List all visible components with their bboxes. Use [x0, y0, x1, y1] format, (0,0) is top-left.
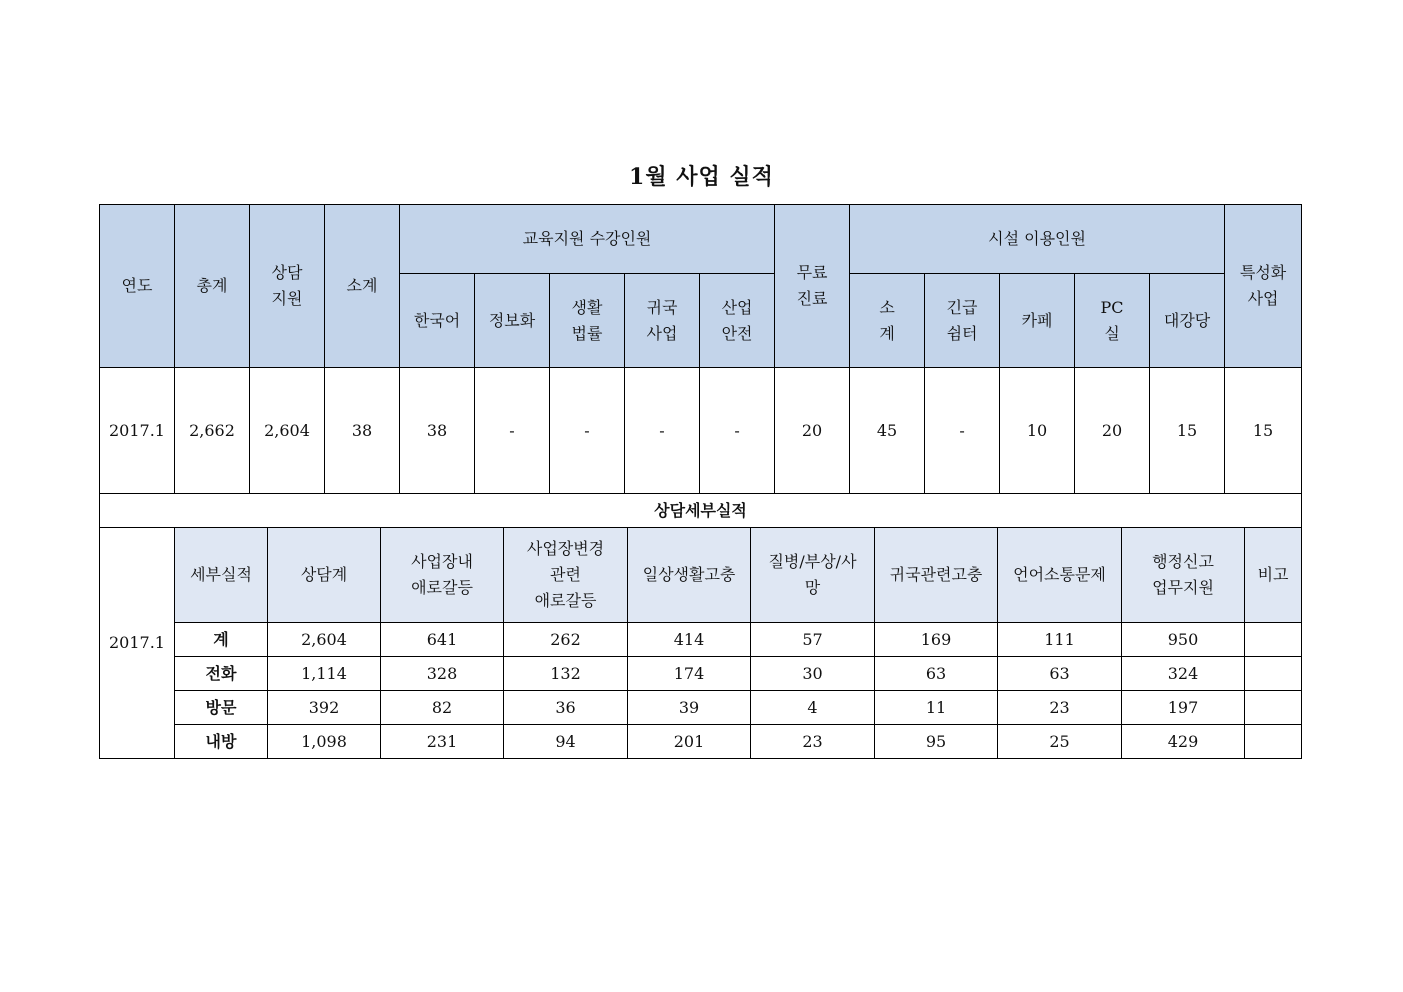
detail-header-daily: 일상생활고충: [628, 528, 751, 623]
cell: 429: [1122, 725, 1245, 759]
cell: 2017.1: [100, 368, 175, 494]
cell: 15: [1150, 368, 1225, 494]
detail-header-change: 사업장변경 관련 애로갈등: [504, 528, 628, 623]
detail-section-title: 상담세부실적: [100, 494, 1302, 528]
cell: 39: [628, 691, 751, 725]
cell: [1245, 657, 1302, 691]
cell: 174: [628, 657, 751, 691]
cell: 38: [325, 368, 400, 494]
row-label: 내방: [175, 725, 268, 759]
cell: 63: [998, 657, 1122, 691]
cell: 169: [875, 623, 998, 657]
detail-header-return: 귀국관련고충: [875, 528, 998, 623]
header-edu-info: 정보화: [475, 274, 550, 368]
cell: 2,662: [175, 368, 250, 494]
cell: 1,098: [268, 725, 381, 759]
row-label: 전화: [175, 657, 268, 691]
cell: 25: [998, 725, 1122, 759]
header-counsel: 상담 지원: [250, 205, 325, 368]
cell: 1,114: [268, 657, 381, 691]
cell: 10: [1000, 368, 1075, 494]
cell: [1245, 691, 1302, 725]
cell: 23: [998, 691, 1122, 725]
header-edu-safety: 산업 안전: [700, 274, 775, 368]
cell: 15: [1225, 368, 1302, 494]
cell: 38: [400, 368, 475, 494]
header-special: 특성화 사업: [1225, 205, 1302, 368]
detail-header-language: 언어소통문제: [998, 528, 1122, 623]
detail-header-note: 비고: [1245, 528, 1302, 623]
header-fac-cafe: 카페: [1000, 274, 1075, 368]
detail-header-total: 상담계: [268, 528, 381, 623]
cell: -: [475, 368, 550, 494]
cell: 36: [504, 691, 628, 725]
header-fac-subtotal: 소 계: [850, 274, 925, 368]
table-row: [100, 691, 1302, 725]
cell: 20: [775, 368, 850, 494]
header-fac-pc: PC 실: [1075, 274, 1150, 368]
cell: 201: [628, 725, 751, 759]
cell: -: [925, 368, 1000, 494]
row-label: 계: [175, 623, 268, 657]
cell: 328: [381, 657, 504, 691]
cell: 45: [850, 368, 925, 494]
detail-header-illness: 질병/부상/사 망: [751, 528, 875, 623]
cell: -: [550, 368, 625, 494]
cell: 94: [504, 725, 628, 759]
cell: 11: [875, 691, 998, 725]
detail-header-admin: 행정신고 업무지원: [1122, 528, 1245, 623]
cell: 57: [751, 623, 875, 657]
table-row: [100, 657, 1302, 691]
cell: 414: [628, 623, 751, 657]
cell: 2,604: [268, 623, 381, 657]
cell: 23: [751, 725, 875, 759]
cell: 30: [751, 657, 875, 691]
header-year: 연도: [100, 205, 175, 368]
header-total: 총계: [175, 205, 250, 368]
table-row: [100, 725, 1302, 759]
cell: 392: [268, 691, 381, 725]
cell: 132: [504, 657, 628, 691]
cell: 4: [751, 691, 875, 725]
header-edu-group: 교육지원 수강인원: [400, 205, 775, 274]
detail-header-workplace: 사업장내 애로갈등: [381, 528, 504, 623]
table-row: [100, 623, 1302, 657]
cell: 95: [875, 725, 998, 759]
header-fac-shelter: 긴급 쉼터: [925, 274, 1000, 368]
page-title: 1월 사업 실적: [629, 164, 774, 190]
cell: 641: [381, 623, 504, 657]
cell: 2,604: [250, 368, 325, 494]
cell: [1245, 623, 1302, 657]
detail-header-category: 세부실적: [175, 528, 268, 623]
header-facility-group: 시설 이용인원: [850, 205, 1225, 274]
header-fac-hall: 대강당: [1150, 274, 1225, 368]
header-edu-korean: 한국어: [400, 274, 475, 368]
header-edu-return: 귀국 사업: [625, 274, 700, 368]
detail-table: [99, 493, 1302, 759]
cell: 63: [875, 657, 998, 691]
cell: 82: [381, 691, 504, 725]
cell: 231: [381, 725, 504, 759]
summary-table: [99, 204, 1302, 494]
cell: 324: [1122, 657, 1245, 691]
cell: 111: [998, 623, 1122, 657]
header-free-medical: 무료 진료: [775, 205, 850, 368]
detail-year: 2017.1: [100, 528, 175, 759]
cell: 262: [504, 623, 628, 657]
cell: [1245, 725, 1302, 759]
cell: 197: [1122, 691, 1245, 725]
row-label: 방문: [175, 691, 268, 725]
cell: 20: [1075, 368, 1150, 494]
cell: -: [700, 368, 775, 494]
summary-row: [100, 368, 1302, 494]
header-edu-life-law: 생활 법률: [550, 274, 625, 368]
cell: 950: [1122, 623, 1245, 657]
cell: -: [625, 368, 700, 494]
header-subtotal: 소계: [325, 205, 400, 368]
